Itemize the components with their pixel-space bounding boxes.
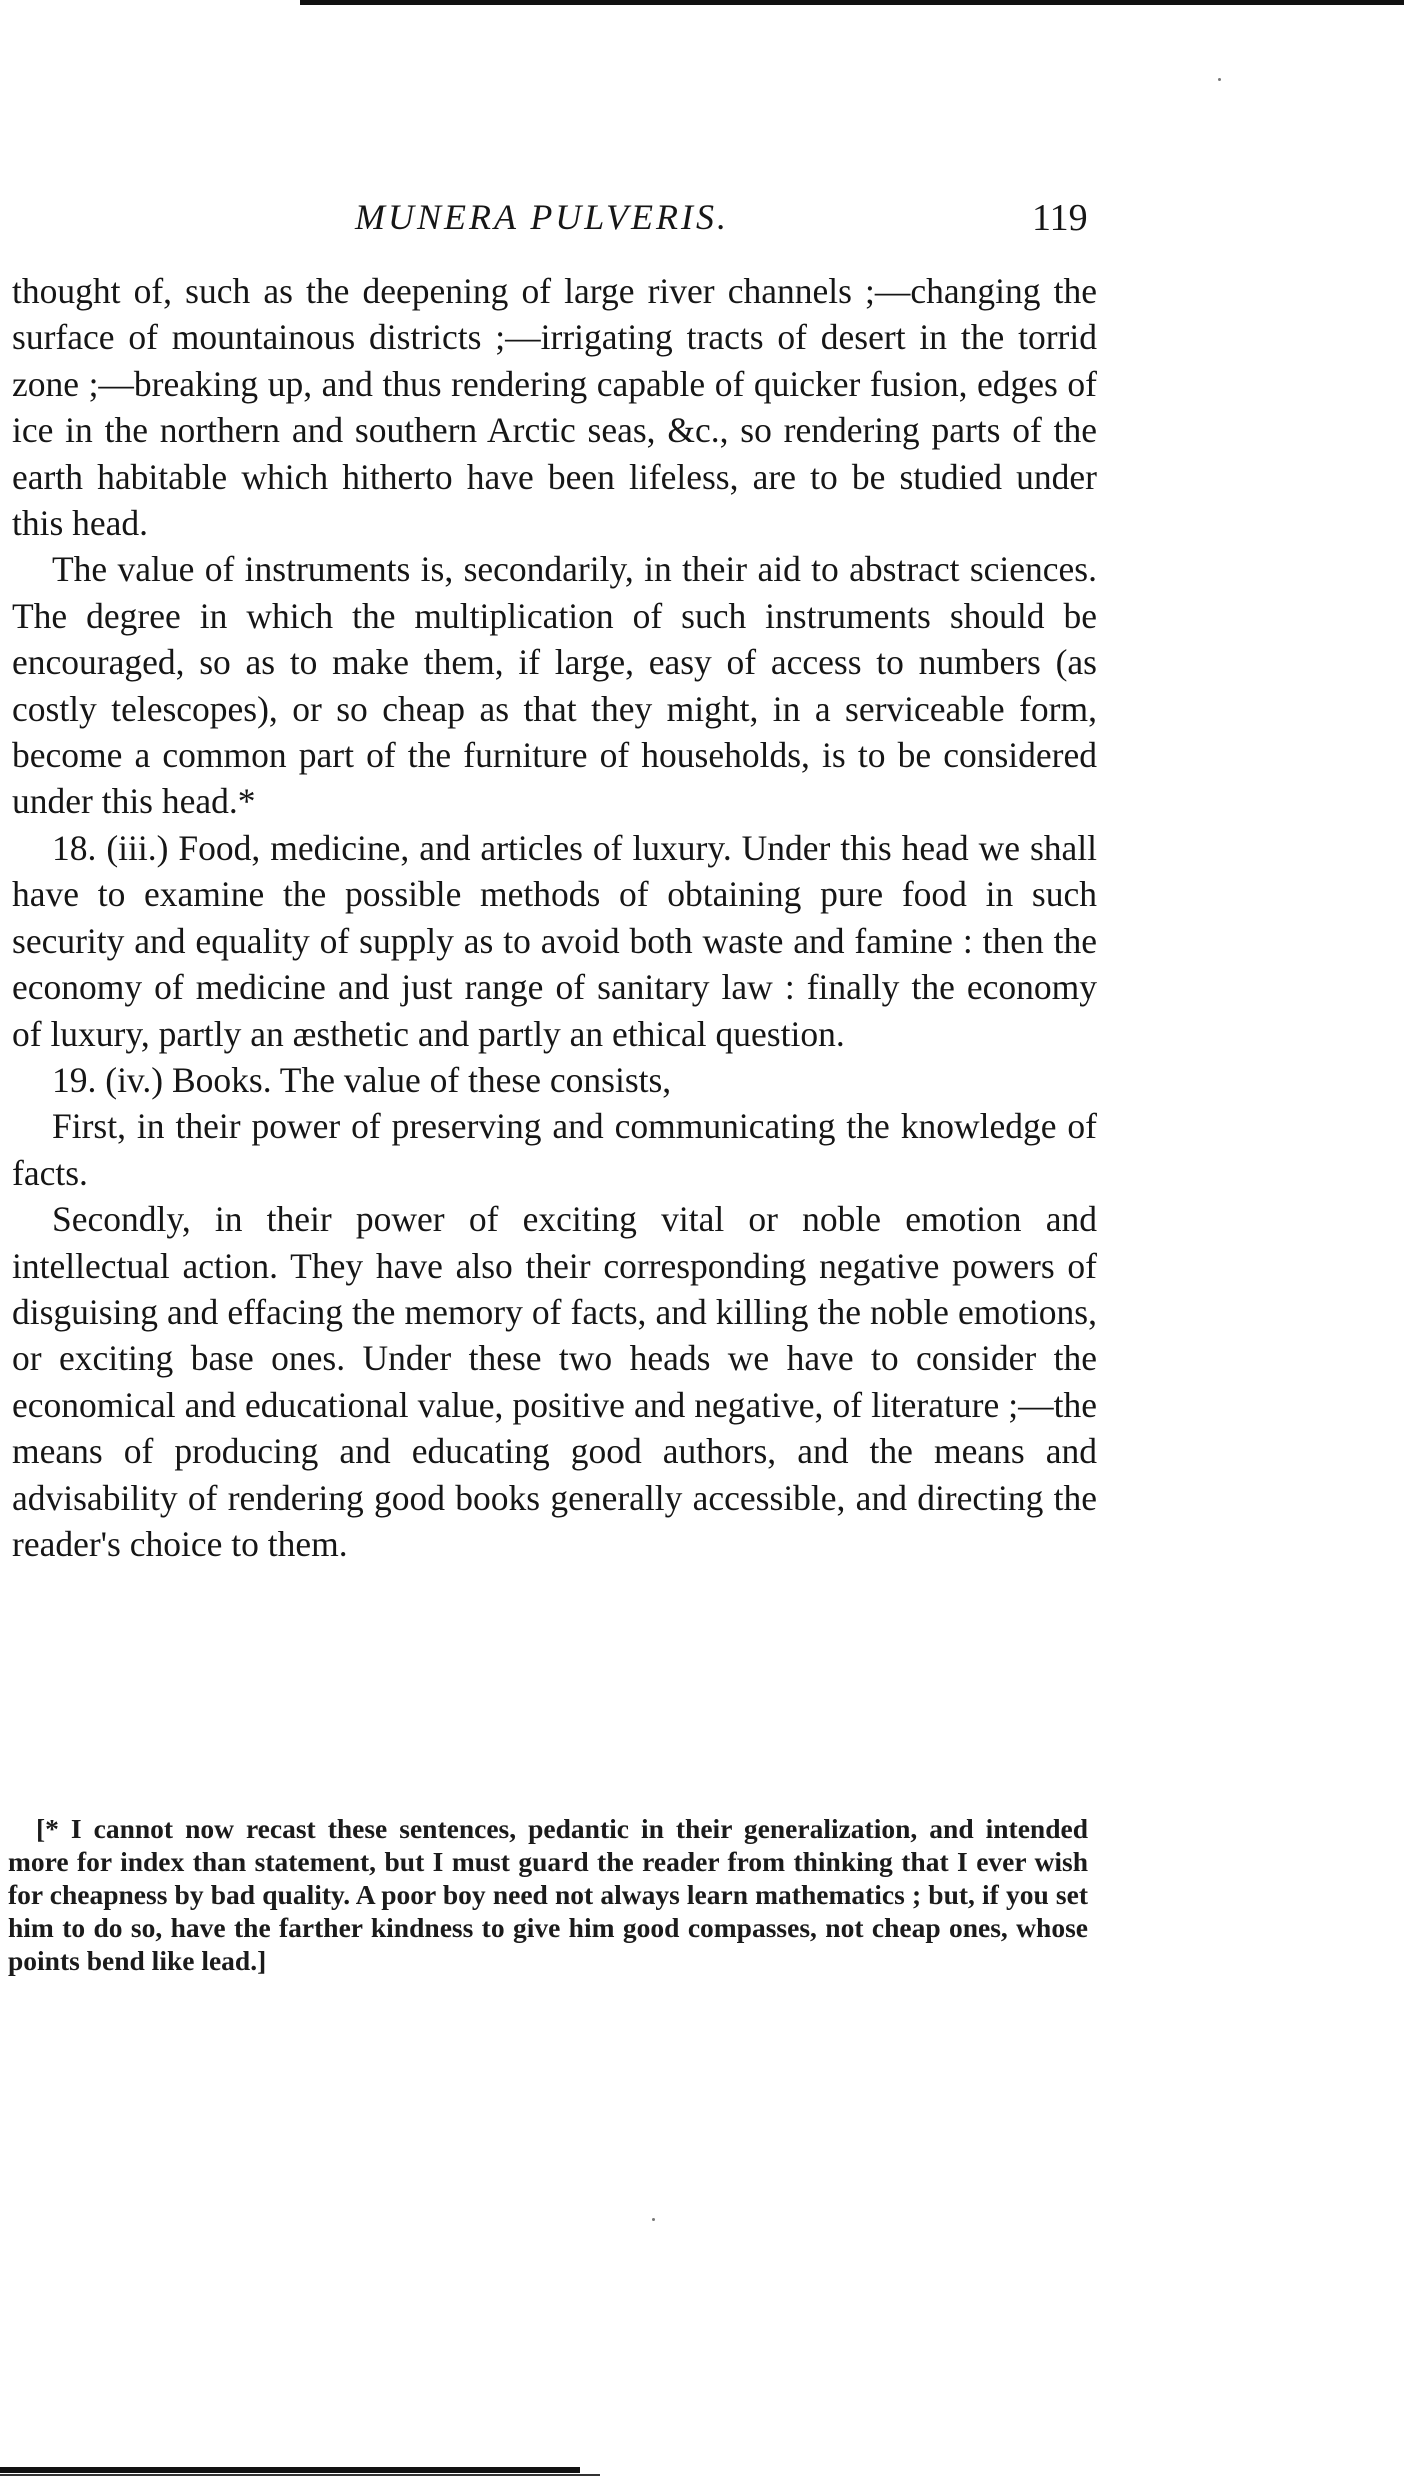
body-text <box>12 268 1097 1567</box>
top-border-rule <box>300 0 1404 5</box>
paragraph-continuation: thought of, such as the deepening of large river channels ;—changing the surface of mountainous districts ;—irrigating tracts of desert in the torrid zone ;—breaking up, and thus rendering capable of quicker fusion, edges of ice in the northern and southern Arctic seas, &c., so rendering parts of the earth habitable which hitherto have been lifeless, are to be studied under this head. <box>12 271 1097 544</box>
paragraph-secondly: Secondly, in their power of exciting vital or noble emotion and intellectual action. They have also their corresponding negative powers of disguising and effacing the memory of facts, and killing the noble emotions, or exciting base ones. Under these two heads we have to consider the economical and educational value, positive and negative, of literature ;—the means of producing and educating good authors, and the means and advisability of rendering good books generally accessible, and directing the reader's choice to them. <box>12 1199 1097 1564</box>
bottom-border-rule <box>0 2467 580 2473</box>
bottom-border-rule-thin <box>0 2474 600 2476</box>
page-number: 119 <box>1032 197 1088 239</box>
scan-speck <box>1218 78 1221 81</box>
running-title: MUNERA PULVERIS. <box>355 197 729 237</box>
paragraph-instruments: The value of instruments is, secondarily, in their aid to abstract sciences. The degree in which the multiplication of such instruments should be encouraged, so as to make them, if large, easy of access to numbers (as costly telescopes), or so cheap as that they might, in a serviceable form, become a common part of the furniture of households, is to be considered under this head.* <box>12 549 1097 822</box>
footnote-text: [* I cannot now recast these sentences, pedantic in their generalization, and intended more for index than statement, but I must guard the reader from thinking that I ever wish for cheapness by bad quality. A poor boy need not always learn mathematics ; but, if you set him to do so, have the farther kindness to give him good compasses, not cheap ones, whose points bend like lead.] <box>8 1813 1088 1976</box>
footnote <box>8 1812 1088 1977</box>
paragraph-section-18: 18. (iii.) Food, medicine, and articles of luxury. Under this head we shall have to examine the possible methods of obtaining pure food in such security and equality of supply as to avoid both waste and famine : then the economy of medicine and just range of sanitary law : finally the economy of luxury, partly an æsthetic and partly an ethical question. <box>12 827 1097 1054</box>
paragraph-section-19: 19. (iv.) Books. The value of these consists, <box>52 1059 672 1100</box>
scan-speck <box>652 2218 655 2221</box>
paragraph-first: First, in their power of preserving and communicating the knowledge of facts. <box>12 1106 1097 1193</box>
page-header <box>0 196 1404 246</box>
